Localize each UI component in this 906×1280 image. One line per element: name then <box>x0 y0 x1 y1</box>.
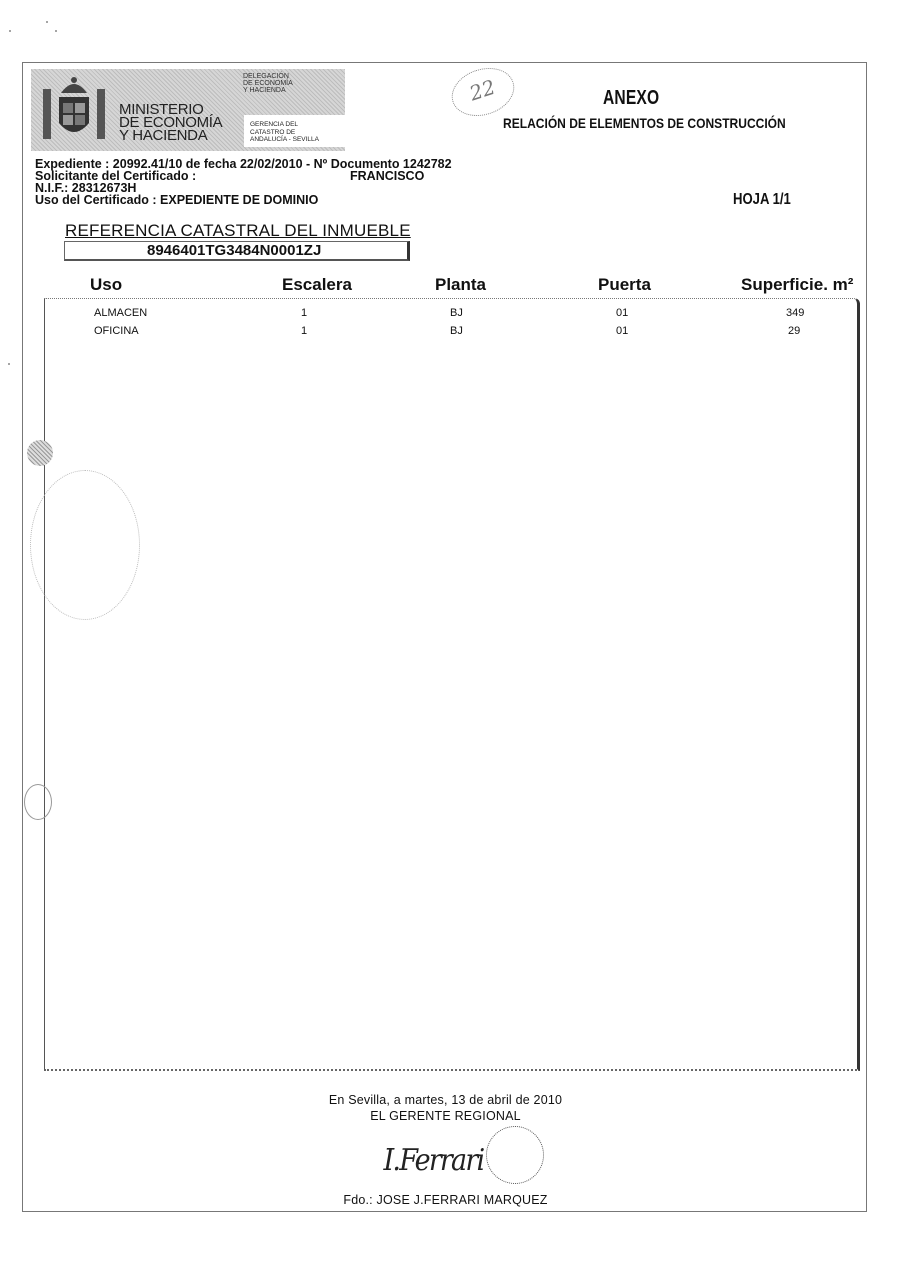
delegacion-line: Y HACIENDA <box>243 87 286 94</box>
cell-escalera: 1 <box>301 325 308 337</box>
ministry-name <box>119 103 222 142</box>
column-header-superficie: Superficie. m² <box>741 275 854 294</box>
faint-stamp-icon <box>30 470 140 620</box>
column-header-escalera: Escalera <box>282 275 352 294</box>
certificate-metadata <box>35 158 452 206</box>
cell-planta: BJ <box>450 325 463 337</box>
cell-uso: ALMACEN <box>94 307 148 319</box>
delegacion-line: DE ECONOMÍA <box>243 80 293 87</box>
expediente-line: Expediente : 20992.41/10 de fecha 22/02/2010 - Nº Documento 1242782 <box>35 157 452 171</box>
solicitante-line <box>35 170 452 182</box>
gerencia-label <box>244 115 348 147</box>
handwritten-page-number: 22 <box>445 60 520 124</box>
cell-escalera: 1 <box>301 307 308 319</box>
scan-speck <box>46 21 48 23</box>
document-frame <box>22 62 867 1212</box>
uso-line: Uso del Certificado : EXPEDIENTE DE DOMINIO <box>35 193 319 207</box>
handwritten-signature: I.Ferrari <box>383 1143 484 1178</box>
scan-speck <box>9 30 11 32</box>
column-header-puerta: Puerta <box>598 275 651 294</box>
ministry-logo <box>31 69 345 151</box>
ministry-line: MINISTERIO <box>119 101 204 118</box>
punch-hole-icon <box>24 784 52 820</box>
sheet-number: HOJA 1/1 <box>733 191 791 208</box>
scan-speck <box>8 363 10 365</box>
official-seal-icon <box>486 1126 544 1184</box>
cell-planta: BJ <box>450 307 463 319</box>
solicitante-name: FRANCISCO <box>350 169 425 183</box>
ministry-line: DE ECONOMÍA <box>119 114 223 131</box>
document-subtitle: RELACIÓN DE ELEMENTOS DE CONSTRUCCIÓN <box>503 115 786 131</box>
delegacion-line: DELEGACIÓN <box>243 73 289 80</box>
cell-uso: OFICINA <box>94 325 139 337</box>
signer-role: EL GERENTE REGIONAL <box>370 1109 521 1123</box>
cell-superficie: 349 <box>786 307 805 319</box>
table-row <box>45 325 857 343</box>
punch-hole-icon <box>27 440 53 466</box>
referencia-value: 8946401TG3484N0001ZJ <box>64 241 410 261</box>
gerencia-line: GERENCIA DEL <box>250 121 299 128</box>
scan-speck <box>55 30 57 32</box>
gerencia-line: CATASTRO DE <box>250 128 296 136</box>
column-header-planta: Planta <box>435 275 487 294</box>
place-date: En Sevilla, a martes, 13 de abril de 2010 <box>328 1093 563 1107</box>
document-title: ANEXO <box>603 87 660 109</box>
solicitante-label: Solicitante del Certificado : <box>35 169 197 183</box>
delegacion-label <box>243 73 293 94</box>
table-row <box>45 307 857 325</box>
coat-of-arms-icon <box>39 75 109 147</box>
cell-superficie: 29 <box>788 325 801 337</box>
column-header-uso: Uso <box>90 275 123 294</box>
gerencia-line: ANDALUCÍA - SEVILLA <box>250 136 319 143</box>
table-header <box>23 275 868 297</box>
construction-elements-table <box>44 298 860 1071</box>
referencia-title: REFERENCIA CATASTRAL DEL INMUEBLE <box>65 221 411 240</box>
nif-line: N.I.F.: 28312673H <box>35 181 137 195</box>
cell-puerta: 01 <box>616 325 629 337</box>
signed-by: Fdo.: JOSE J.FERRARI MARQUEZ <box>343 1193 548 1207</box>
ministry-line: Y HACIENDA <box>119 127 208 144</box>
cell-puerta: 01 <box>616 307 629 319</box>
